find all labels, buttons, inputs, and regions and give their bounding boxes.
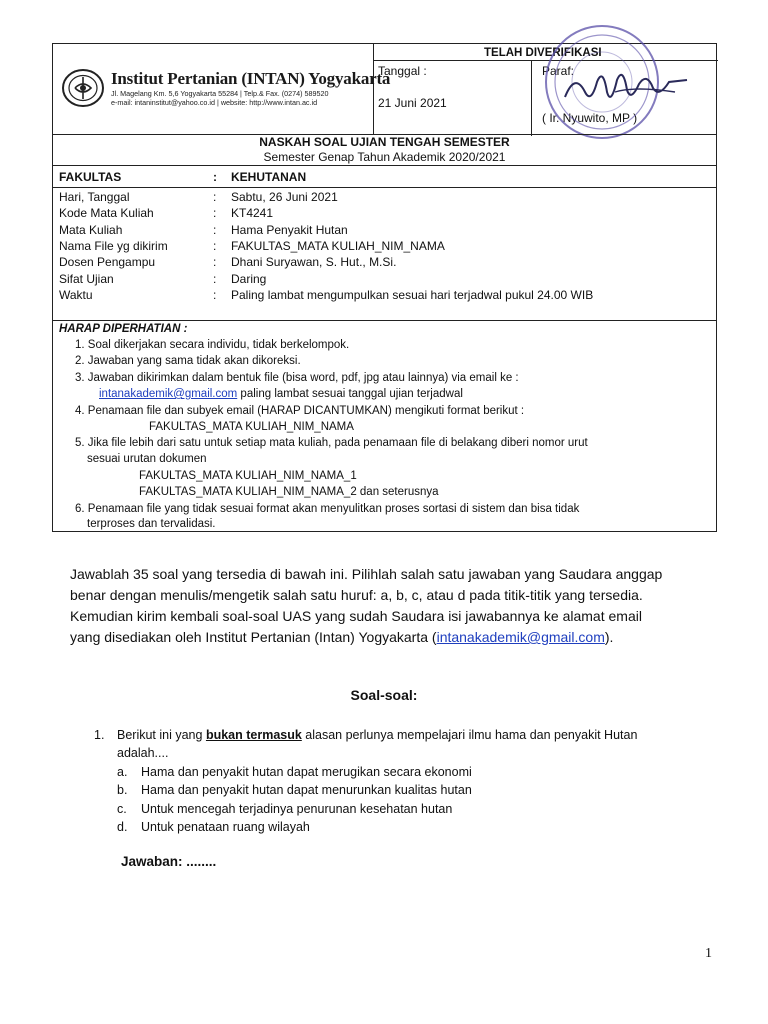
exam-info-box xyxy=(52,187,717,321)
notice-email-link[interactable]: intanakademik@gmail.com xyxy=(99,388,238,400)
institute-logo xyxy=(61,68,105,108)
info-label: Nama File yg dikirim xyxy=(59,238,168,253)
info-colon: : xyxy=(213,271,217,286)
info-value: FAKULTAS_MATA KULIAH_NIM_NAMA xyxy=(231,238,445,253)
faculty-value: KEHUTANAN xyxy=(231,170,307,184)
intro-line-3: Kemudian kirim kembali soal-soal UAS yang sudah Saudara isi jawabannya ke alamat email xyxy=(70,608,642,624)
question-1-emphasis: bukan termasuk xyxy=(205,728,302,742)
info-label: Dosen Pengampu xyxy=(59,255,156,270)
intro-line-4-text: yang disediakan oleh Institut Pertanian (Intan) Yogyakarta ( xyxy=(70,629,437,645)
notice-item-5-example-1: FAKULTAS_MATA KULIAH_NIM_NAMA_1 xyxy=(139,470,357,482)
info-value: Dhani Suryawan, S. Hut., M.Si. xyxy=(231,255,397,270)
verified-label: TELAH DIVERIFIKASI xyxy=(484,47,602,59)
notice-item-4: 4. Penamaan file dan subyek email (HARAP DICANTUMKAN) mengikuti format berikut : xyxy=(75,405,525,417)
info-label: Mata Kuliah xyxy=(59,222,123,237)
notice-item-3-line2 xyxy=(99,386,463,402)
notice-item-3: 3. Jawaban dikirimkan dalam bentuk file (bisa word, pdf, jpg atau lainnya) via email ke : xyxy=(75,372,519,384)
info-colon: : xyxy=(213,238,217,253)
notice-item-2: 2. Jawaban yang sama tidak akan dikoreksi. xyxy=(75,355,301,367)
date-label: Tanggal : xyxy=(378,64,427,78)
intro-line-4 xyxy=(70,627,730,648)
institute-name: Institut Pertanian (INTAN) Yogyakarta xyxy=(111,69,391,88)
notice-item-5-example-2: FAKULTAS_MATA KULIAH_NIM_NAMA_2 dan seterusnya xyxy=(139,486,439,498)
signature-label: Paraf: xyxy=(542,64,575,78)
info-value: Daring xyxy=(231,271,267,286)
info-value: Hama Penyakit Hutan xyxy=(231,222,348,237)
intro-paragraph xyxy=(70,564,730,648)
info-colon: : xyxy=(213,206,217,221)
faculty-label: FAKULTAS xyxy=(59,170,122,184)
option-text: Untuk penataan ruang wilayah xyxy=(141,819,310,834)
info-colon: : xyxy=(213,190,217,204)
option-text: Hama dan penyakit hutan dapat merugikan secara ekonomi xyxy=(141,765,472,779)
exam-semester: Semester Genap Tahun Akademik 2020/2021 xyxy=(263,150,506,164)
date-value: 21 Juni 2021 xyxy=(378,96,447,110)
institute-address: Jl. Magelang Km. 5,6 Yogyakarta 55284 | Telp.& Fax. (0274) 589520 xyxy=(111,89,329,98)
info-label: Waktu xyxy=(59,287,93,302)
question-1-text-end: alasan perlunya mempelajari ilmu hama dan penyakit Hutan xyxy=(301,728,638,742)
notice-box xyxy=(52,320,717,532)
info-label: Hari, Tanggal xyxy=(59,190,130,204)
section-title: Soal-soal: xyxy=(350,687,418,703)
option-key: b. xyxy=(117,783,128,798)
option-text: Untuk mencegah terjadinya penurunan kesehatan hutan xyxy=(141,801,453,816)
notice-item-6: 6. Penamaan file yang tidak sesuai format akan menyulitkan proses sortasi di sistem dan bisa tidak xyxy=(75,503,580,515)
exam-title: NASKAH SOAL UJIAN TENGAH SEMESTER xyxy=(259,135,510,149)
page-number: 1 xyxy=(705,946,712,961)
info-colon: : xyxy=(213,255,217,270)
notice-item-5-line2: sesuai urutan dokumen xyxy=(87,453,207,465)
notice-item-5: 5. Jika file lebih dari satu untuk setiap mata kuliah, pada penamaan file di belakang diberi nomor urut xyxy=(75,437,588,449)
institute-contact: e-mail: intaninstitut@yahoo.co.id | website: http://www.intan.ac.id xyxy=(111,98,318,107)
option-key: c. xyxy=(117,801,127,816)
intro-line-4-end: ). xyxy=(604,629,614,645)
option-text: Hama dan penyakit hutan dapat menurunkan kualitas hutan xyxy=(141,783,472,798)
notice-item-3-tail: paling lambat sesuai tanggal ujian terjadwal xyxy=(237,388,463,400)
question-1-number: 1. xyxy=(94,728,105,742)
intro-line-1: Jawablah 35 soal yang tersedia di bawah ini. Pilihlah salah satu jawaban yang Saudara anggap xyxy=(70,566,663,582)
info-label: Kode Mata Kuliah xyxy=(59,206,154,221)
handwritten-signature xyxy=(555,62,695,112)
question-1-text-line2: adalah.... xyxy=(117,746,169,760)
question-1-text xyxy=(117,726,637,744)
header-divider xyxy=(373,44,374,134)
info-colon: : xyxy=(213,287,217,302)
option-key: a. xyxy=(117,765,128,779)
question-1-text-start: Berikut ini yang xyxy=(117,728,206,742)
notice-item-1: 1. Soal dikerjakan secara individu, tidak berkelompok. xyxy=(75,339,350,351)
info-colon: : xyxy=(213,222,217,237)
intro-line-2: benar dengan menulis/mengetik salah satu huruf: a, b, c, atau d pada titik-titik yang tersedia. xyxy=(70,587,643,603)
info-value: Sabtu, 26 Juni 2021 xyxy=(231,190,338,204)
notice-heading: HARAP DIPERHATIAN : xyxy=(59,323,188,335)
intro-email-link[interactable]: intanakademik@gmail.com xyxy=(436,629,605,645)
notice-item-6-line2: terproses dan tervalidasi. xyxy=(87,518,216,530)
signer-name: ( Ir. Nyuwito, MP ) xyxy=(542,111,638,125)
info-value: Paling lambat mengumpulkan sesuai hari terjadwal pukul 24.00 WIB xyxy=(231,287,594,302)
faculty-colon: : xyxy=(213,170,217,184)
answer-field[interactable]: Jawaban: ........ xyxy=(121,854,217,869)
faculty-row xyxy=(52,165,717,188)
option-key: d. xyxy=(117,819,128,834)
exam-title-box xyxy=(52,134,717,166)
info-label: Sifat Ujian xyxy=(59,271,114,286)
notice-item-4-format: FAKULTAS_MATA KULIAH_NIM_NAMA xyxy=(149,421,354,433)
info-value: KT4241 xyxy=(231,206,274,221)
